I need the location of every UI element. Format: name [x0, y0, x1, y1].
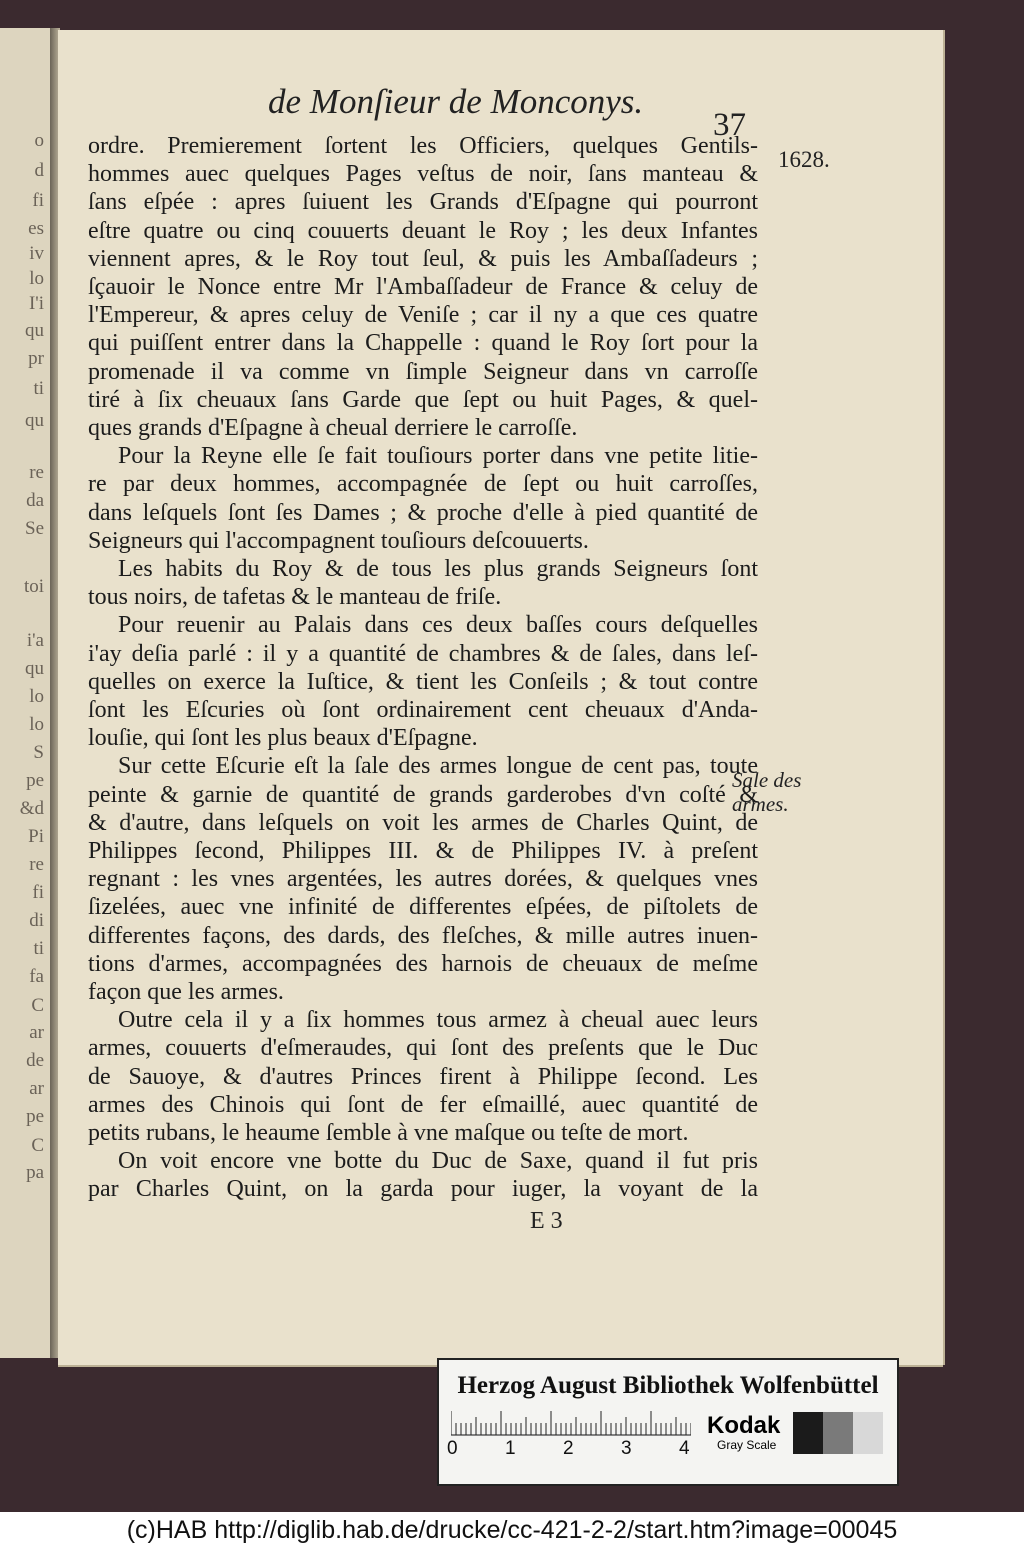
ruler-number: 2: [563, 1438, 574, 1459]
text-line: l'Empereur, & apres celuy de Veniſe ; car il ny a que ces quatre: [88, 302, 758, 329]
facing-page-fragment: ti: [33, 378, 44, 399]
gray-swatch: [853, 1412, 883, 1454]
facing-page-fragment: iv: [29, 243, 44, 264]
text-line: Pour reuenir au Palais dans ces deux baſſes cours deſquelles: [118, 612, 758, 639]
margin-note-line: armes.: [732, 792, 789, 816]
gray-swatch: [793, 1412, 823, 1454]
text-line: armes des Chinois qui ſont de fer eſmaillé, auec quantité de: [88, 1091, 758, 1118]
text-line: de Sauoye, & d'autres Princes firent à Philippe ſecond. Les: [88, 1063, 758, 1090]
text-line: tous noirs, de tafetas & le manteau de friſe.: [88, 584, 502, 611]
facing-page-fragment: d: [34, 160, 44, 181]
facing-page-fragment: lo: [29, 268, 44, 289]
text-line: differentes façons, des dards, des fleſches, & mille autres inuen-: [88, 922, 758, 949]
ruler-number: 4: [679, 1438, 690, 1459]
text-line: promenade il va comme vn ſimple Seigneur dans vn carroſſe: [88, 358, 758, 385]
facing-page-fragment: ar: [29, 1022, 44, 1043]
facing-page-fragment: i'a: [26, 630, 44, 651]
facing-page-fragment: fa: [29, 966, 44, 987]
facing-page-fragment: &d: [19, 798, 44, 819]
text-line: Seigneurs qui l'accompagnent touſiours deſcouuerts.: [88, 527, 589, 554]
facing-page-fragment: re: [29, 462, 44, 483]
text-line: i'ay deſia parlé : il y a quantité de chambres & de ſales, dans leſ-: [88, 640, 758, 667]
running-head: de Monſieur de Monconys.: [268, 82, 644, 121]
facing-page-fragment: qu: [25, 410, 44, 431]
text-line: Pour la Reyne elle ſe fait touſiours porter dans vne petite litie-: [118, 443, 758, 470]
kodak-logo: Kodak: [707, 1412, 781, 1439]
facing-page-fragment: C: [31, 995, 44, 1016]
text-line: qui puiſſent entrer dans la Chappelle : quand le Roy ſort pour la: [88, 330, 758, 357]
text-line: dans leſquels ſont ſes Dames ; & proche d'elle à pied quantité de: [88, 499, 758, 526]
facing-page-fragment: Se: [25, 518, 44, 539]
facing-page-fragment: lo: [29, 686, 44, 707]
gray-scale-label: Gray Scale: [717, 1438, 777, 1452]
facing-page-fragment: I'i: [28, 293, 44, 314]
text-line: ſont les Eſcuries où ſont ordinairement cent cheuaux d'Anda-: [88, 697, 758, 723]
book-page: [58, 30, 943, 1365]
text-line: & d'autre, dans leſquels on voit les armes de Charles Quint, de: [88, 809, 758, 836]
page-number: 37: [713, 107, 746, 143]
ruler-number: 0: [447, 1438, 458, 1459]
facing-page-edge: [0, 28, 52, 1358]
copyright-footer: (c)HAB http://diglib.hab.de/drucke/cc-421-2-2/start.htm?image=00045: [0, 1512, 1024, 1549]
text-line: hommes auec quelques Pages veſtus de noir, ſans manteau &: [88, 161, 758, 188]
facing-page-fragment: Pi: [28, 826, 44, 847]
gray-swatch: [823, 1412, 853, 1454]
text-line: regnant : les vnes argentées, les autres dorées, & quelques vnes: [88, 866, 758, 893]
text-line: Outre cela il y a ſix hommes tous armez à cheual auec leurs: [118, 1007, 758, 1034]
text-line: ordre. Premierement ſortent les Officiers, quelques Gentils-: [88, 133, 758, 159]
text-line: ſans eſpée : apres ſuiuent les Grands d'Eſpagne qui pourront: [88, 189, 758, 216]
card-title: Herzog August Bibliothek Wolfenbüttel: [457, 1372, 879, 1399]
facing-page-fragment: lo: [29, 714, 44, 735]
color-card: [437, 1358, 899, 1486]
facing-page-fragment: pa: [26, 1162, 44, 1183]
text-line: façon que les armes.: [88, 979, 284, 1005]
facing-page-fragment: di: [29, 910, 44, 931]
facing-page-fragment: C: [31, 1135, 44, 1156]
facing-page-fragment: re: [29, 854, 44, 875]
ruler-number: 3: [621, 1438, 632, 1459]
facing-page-fragment: fi: [32, 882, 44, 903]
text-line: tiré à ſix cheuaux ſans Garde que ſept ou huit Pages, & quel-: [88, 386, 758, 413]
text-line: tions d'armes, accompagnées des harnois de cheuaux de meſme: [88, 950, 758, 977]
text-line: Les habits du Roy & de tous les plus grands Seigneurs ſont: [118, 556, 758, 582]
text-line: ques grands d'Eſpagne à cheual derriere le carroſſe.: [88, 415, 578, 441]
text-line: quelles on exerce la Iuſtice, & tient les Conſeils ; & tout contre: [88, 668, 758, 695]
margin-year: 1628.: [778, 147, 830, 172]
text-line: eſtre quatre ou cinq couuerts deuant le Roy ; les deux Infantes: [88, 217, 758, 244]
facing-page-fragment: pe: [26, 1106, 44, 1127]
text-line: viennent apres, & le Roy tout ſeul, & puis les Ambaſſadeurs ;: [88, 245, 758, 272]
text-line: ſizelées, auec vne infinité de differentes eſpées, de piſtolets de: [88, 894, 758, 921]
facing-page-fragment: da: [26, 490, 44, 511]
text-line: par Charles Quint, on la garda pour iuger, la voyant de la: [88, 1176, 758, 1203]
text-line: re par deux hommes, accompagnée de ſept ou huit carroſſes,: [88, 471, 758, 498]
facing-page-fragment: ti: [33, 938, 44, 959]
facing-page-fragment: S: [33, 742, 44, 763]
facing-page-fragment: ar: [29, 1078, 44, 1099]
ruler-number: 1: [505, 1438, 516, 1459]
margin-note-line: Sale des: [732, 768, 802, 792]
text-line: ſçauoir le Nonce entre Mr l'Ambaſſadeur de France & celuy de: [88, 274, 758, 300]
facing-page-fragment: pr: [28, 348, 44, 369]
text-line: Sur cette Eſcurie eſt la ſale des armes longue de cent pas, toute: [118, 753, 758, 780]
facing-page-fragment: toi: [23, 576, 44, 597]
text-line: peinte & garnie de quantité de grands garderobes d'vn coſté &: [88, 781, 758, 808]
facing-page-fragment: de: [26, 1050, 44, 1071]
text-line: armes, couuerts d'eſmeraudes, qui ſont des preſents que le Duc: [88, 1035, 758, 1062]
text-line: On voit encore vne botte du Duc de Saxe, quand il fut pris: [118, 1148, 758, 1175]
text-line: petits rubans, le heaume ſemble à vne maſque ou teſte de mort.: [88, 1120, 689, 1146]
facing-page-fragment: es: [28, 218, 44, 239]
signature-mark: E 3: [530, 1208, 563, 1234]
text-line: Philippes ſecond, Philippes III. & de Philippes IV. à preſent: [88, 838, 758, 864]
facing-page-fragment: qu: [25, 658, 44, 679]
facing-page-fragment: qu: [25, 320, 44, 341]
facing-page-fragment: pe: [26, 770, 44, 791]
facing-page-fragment: fi: [32, 190, 44, 211]
facing-page-fragment: o: [34, 130, 44, 151]
scale-ruler: [451, 1410, 691, 1436]
text-line: louſie, qui ſont les plus beaux d'Eſpagne.: [88, 725, 478, 752]
